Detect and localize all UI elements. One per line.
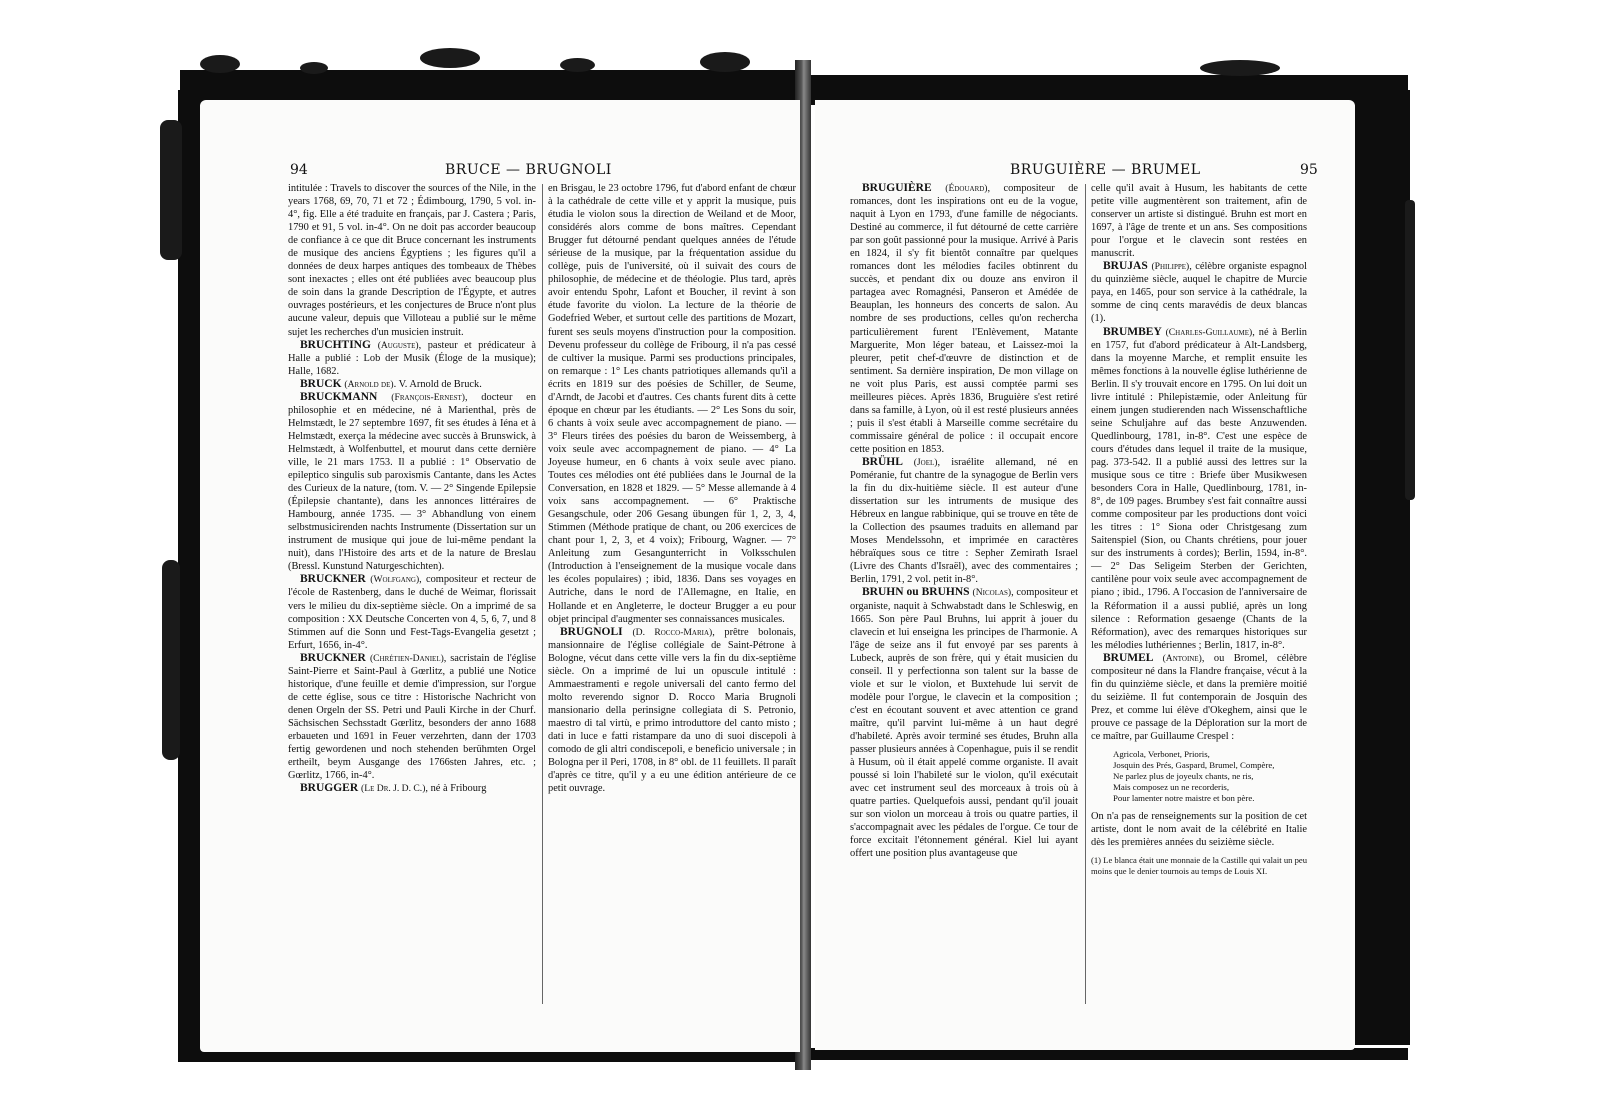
entry-headword: BRUMEL: [1103, 651, 1163, 664]
entry: [288, 652, 536, 782]
scan-noise: [1200, 60, 1280, 76]
entry-text: , israélite allemand, né en Poméranie, fut chantre de la synagogue de Berlin vers la fin du dix-huitième siècle. Il est auteur d'une dissertation sur les intruments de musique des Hébreux en langue rabbinique, qui se trouve en tête de la Collection des psaumes traduits en allemand par Moses Mendelssohn, et imprimée en caractères hébraïques sous ce titre : Sepher Zemirath Israel (Livre des Chants d'Israël), avec des commentaires ; Berlin, 1791, 2 vol. petit in-8°.: [850, 456, 1079, 586]
entry-headword: BRUCK: [300, 377, 345, 390]
entry: [1091, 260, 1307, 325]
entry-text: , compositeur et organiste, naquit à Schwabstadt dans le Schleswig, en 1665. Son père Paul Bruhns, lui apprit à jouer du clavecin et lui enseigna les principes de l'harmonie. A l'âge de seize ans il fut envoyé par ses parents à Lubeck, auprès de son frère, qui y était musicien du conseil. Il y perfectionna son talent sur la basse de viole et sur le violon, et Buxtehude lui servit de modèle pour l'orgue, le clavecin et la composition ; c'est en écoutant souvent et avec attention ce grand maître, qu'il parvint lui-même à un haut degré d'habileté. Après avoir terminé ses études, Bruhn alla passer plusieurs années à Copenhague, puis il se rendit à Husum, où il était appelé comme organiste. Il avait poussé si loin l'habileté sur le violon, qu'il exécutait avec cet instrument seul des morceaux à trois où à quatre parties. Quelquefois aussi, pendant qu'il jouait sur son violon un morceau à trois ou quatre parties, il s'accompagnait avec les pédales de l'orgue. Ce tour de force excitait l'étonnement général. Kiel lui ayant offert une position plus avantageuse que: [850, 587, 1078, 860]
right-page: [815, 100, 1355, 1050]
entry-forename: (D. Rocco-Maria): [632, 626, 713, 638]
entry-headword: BRUMBEY: [1103, 325, 1166, 338]
scan-noise: [420, 48, 480, 68]
entry-forename: (Charles-Guillaume): [1165, 326, 1253, 338]
entry-text: , né à Fribourg: [425, 783, 487, 795]
entry-headword: BRUGNOLI: [560, 625, 633, 638]
paragraph: [1091, 182, 1307, 260]
entry: [288, 339, 536, 378]
entry-headword: BRUCKMANN: [300, 390, 392, 403]
entry-forename: (Auguste): [377, 339, 419, 351]
entry-text: intitulée : Travels to discover the sources of the Nile, in the years 1768, 69, 70, 71 et 72 ; Édimbourg, 1790, 5 vol. in-4°, fig. Elle a été traduite en français, par J. Castera ; Paris, 1790 et 91, 5 vol. in-4°. On ne doit pas accorder beaucoup de confiance à ce que dit Bruce concernant les instruments de musique des anciens Égyptiens ; les figures qu'il a données de deux harpes antiques des tombeaux de Thèbes sont inexactes ; elles ont été publiées avec beaucoup plus de soin dans la grande Description de l'Égypte, et autres ouvrages postérieurs, et les conjectures de Bruce n'ont plus aucune valeur, depuis que Villoteau a publié sur le même sujet les recherches d'un musicien instruit.: [288, 183, 536, 338]
running-head: BRUGUIÈRE — BRUMEL: [1010, 162, 1201, 178]
scan-noise: [200, 55, 240, 73]
entry-headword: BRUCKNER: [300, 573, 371, 586]
text-column-1: [288, 182, 536, 795]
left-page: [200, 100, 800, 1052]
running-head: BRUCE — BRUGNOLI: [445, 162, 612, 178]
column-rule: [542, 184, 543, 1004]
entry: [288, 573, 536, 651]
entry: [1091, 326, 1307, 652]
entry-forename: (Le Dr. J. D. C.): [361, 783, 426, 795]
entry-headword: BRUCHTING: [300, 338, 378, 351]
scan-noise: [300, 62, 328, 74]
entry: [288, 782, 536, 795]
entry-forename: (François-Ernest): [391, 391, 465, 403]
entry-forename: (Philippe): [1151, 261, 1190, 273]
entry-text: . V. Arnold de Bruck.: [393, 378, 482, 390]
scan-border-right: [1352, 90, 1410, 1045]
entry-text: celle qu'il avait à Husum, les habitants de cette petite ville augmentèrent son traitement, afin de conserver un artiste si distingué. Bruhn est mort en 1697, à l'âge de trente et un ans. Ses compositions pour l'orgue et le clavecin sont restées en manuscrit.: [1091, 183, 1307, 260]
scan-noise: [162, 560, 180, 760]
entry: [850, 182, 1078, 456]
text-column-2: [548, 182, 796, 795]
entry-text: , docteur en philosophie et en médecine, né à Marienthal, près de Helmstædt, le 27 septembre 1697, fit ses études à Iéna et à Helmstædt, exerça la médecine avec succès à Brunswick, à Helmstædt, à Wolfenbuttel, et mourut dans cette dernière ville, le 21 mars 1753. Il a publié : 1° Observatio de epileptico singulis sub paroxismis Cantante, dans les Actes des Curieux de la nature, (tom. V. — 2° Singende Epilepsie (Épilepsie chantante), dans les annonces littéraires de Hambourg, année 1735. — 3° Abhandlung von einem selbstmusicirenden nachts Instrumente (Dissertation sur un instrument de musique qui joue de lui-même pendant la nuit), dans l'Histoire des arts et de la nature de Breslau (Bressl. Kunstund Naturgeschichten).: [288, 391, 536, 573]
entry-headword: BRUGGER: [300, 782, 362, 795]
entry-text: , sacristain de l'église Saint-Pierre et Saint-Paul à Gœrlitz, a publié une Notice historique, d'une feuille et demie d'impression, sur l'orgue de cette église, sous ce titre : Historische Nachricht von denen Orgeln der SS. Petri und Pauli Kirche in der Churf. Sächsischen Sechsstadt Gœrlitz, besonders der anno 1688 erbaueten und 1691 in Feuer verzehrten, dann der 1703 fertig gewordenen und noch stehenden berühmten Orgel ertheilt, beym Ausgange des 1766sten Jahres, etc. ; Gœrlitz, 1766, in-4°.: [288, 652, 537, 782]
entry-forename: (Antoine): [1162, 652, 1202, 664]
entry-forename: (Wolfgang): [370, 574, 420, 586]
entry: [548, 626, 796, 796]
text-column-2: [1091, 182, 1307, 877]
entry-text: , compositeur de romances, dont les inspirations ont eu de la vogue, naquit à Lyon en 1793, d'une famille de négociants. Destiné au commerce, il fut détourné de cette carrière par son goût passionné pour la musique. Arrivé à Paris en 1824, il s'y fit bientôt connaître par quelques romances dont les mélodies faciles obtinrent du succès, et pendant dix ou douze ans environ il partagea avec Romagnési, Panseron et Amédée de Beauplan, les honneurs des concerts de salon. Au nombre de ses productions, celles qu'on rechercha particulièrement furent l'Enlèvement, Matante Marguerite, Mon léger bateau, et Laissez-moi la pleurer, petit chef-d'œuvre de distinction et de sentiment. Sa dernière inspiration, De mon village on ne voit plus Paris, est aussi comptée parmi ses meilleures pièces. Après 1836, Bruguière s'est retiré dans sa famille, à Lyon, où il est resté plusieurs années ; puis il s'est établi à Marseille comme secrétaire du commissaire général de police : il occupait encore cette position en 1853.: [850, 183, 1078, 455]
entry-text: , pasteur et prédicateur à Halle a publié : Lob der Musik (Éloge de la musique); Halle, 1682.: [288, 339, 536, 377]
entry: [288, 391, 536, 574]
entry-headword: BRUGUIÈRE: [862, 182, 946, 194]
entry: [1091, 652, 1307, 743]
paragraph: On n'a pas de renseignements sur la position de cet artiste, dont le nom avait de la célébrité en Italie dès les premières années du seizième siècle.: [1091, 811, 1307, 849]
entry: [850, 586, 1078, 860]
entry-text: , né à Berlin en 1757, fut d'abord prédicateur à Alt-Landsberg, dans la moyenne Marche, et remplit ensuite les mêmes fonctions à la nouvelle église luthérienne de Berlin. Il s'y trouvait encore en 1795. On lui doit un livre intitulé : Philepistæmie, oder Anleitung für einem jungen studierenden nach Wissenschaftliche seine Schuljahre auf das beste Anzuwenden. Quedlinbourg, 1781, in-8°. C'est une espèce de cours d'études dans lequel il traite de la musique, pag. 373-542. Il a publié aussi des lettres sur la musique sous ce titre : Briefe über Musikwesen besonders Cora in Halle, Quedlinbourg, 1781, in-8°, de 109 pages. Brumbey s'est fait connaître aussi comme compositeur par les productions dont voici les titres : 1° Siona oder Christgesang zum Saitenspiel (Sion, ou Chants chrétiens, pour jouer sur des instruments à cordes); Berlin, 1594, in-8°. — 2° Das Seligeim Sterben der Gerichten, cantilène pour voix seule avec accompagnement de piano ; ibid., 1796. A l'occasion de l'anniversaire de la Réformation il a aussi publié, après un long silence : Reformation gesaenge (Chants de la Réformation), avec des remarques historiques sur les mélodies luthériennes ; Berlin, 1817, in-8°.: [1091, 326, 1308, 651]
page-number: 95: [1300, 162, 1318, 178]
page-number: 94: [290, 162, 308, 178]
column-rule: [1085, 184, 1086, 1004]
entry-text: , ou Bromel, célèbre compositeur né dans la Flandre française, vécut à la fin du quinzième siècle, et dans la première moitié du seizième. Il fut contemporain de Josquin des Prez, et comme lui élève d'Okeghem, ainsi que le prouve ce passage de la Déploration sur la mort de ce maître, par Guillaume Crespel :: [1091, 652, 1307, 742]
entry-forename: (Chrétien-Daniel): [369, 652, 444, 664]
scan-noise: [1405, 200, 1415, 500]
entry-headword: BRÜHL: [862, 455, 914, 468]
entry-headword: BRUJAS: [1103, 260, 1152, 273]
footnote: (1) Le blanca était une monnaie de la Castille qui valait un peu moins que le denier tournois au temps de Louis XI.: [1091, 855, 1307, 877]
entry-text: en Brisgau, le 23 octobre 1796, fut d'abord enfant de chœur à la cathédrale de cette ville et y apprit la musique, puis étudia le violon sous la direction de Weiland et de Moor, considérés alors comme de bons maîtres. Cependant Brugger fut détourné pendant quelques années de l'étude sérieuse de la musique, par la fréquentation assidue du collège, puis de l'université, où il suivait des cours de philosophie, de médecine et de théologie. Plus tard, après avoir entendu Spohr, Lafont et Boucher, il revint à son étude favorite du violon. La lecture de la théorie de Godefried Weber, et surtout celle des partitions de Mozart, furent ses seuls moyens d'instruction pour la composition. Devenu professeur du collège de Fribourg, il n'a pas cessé de cultiver la musique. Parmi ses productions principales, on remarque : 1° Les chants patriotiques allemands qu'il a écrits en 1819 sur des poésies de Schiller, de Seume, d'Arndt, de Jacobi et d'autres. Ces chants furent dits à cette époque en chœur par les étudiants. — 2° Les Sons du soir, 6 chants à voix seule avec accompagnement de piano. — 3° Fleurs tirées des poésies du baron de Weissemberg, à voix seule avec accompagnement de piano. — 4° La Joyeuse humeur, en 6 chants à voix seule avec piano. Toutes ces mélodies ont été publiées dans le Journal de la Conversation, en 1828 et 1829. — 5° Messe allemande à 4 voix sans accompagnement. — 6° Praktische Gesangschule, oder 206 Gesang übungen für 1, 2, 3, 4, Stimmen (Méthode pratique de chant, ou 206 exercices de chant pour 1, 2, 3, et 4 voix); Fribourg, Wagner. — 7° Anleitung zum Gesangunterricht in Volksschulen (Introduction à l'enseignement de la musique vocale dans les écoles populaires) ; ibid, 1836. Dans ses voyages en Autriche, dans le nord de l'Allemagne, en Italie, en Hollande et en Angleterre, le docteur Brugger a eu pour objet principal d'augmenter ses connaissances musicales.: [548, 183, 796, 625]
text-column-1: [850, 182, 1078, 860]
entry-text: , célèbre organiste espagnol du quinzième siècle, auquel le chapitre de Murcie paya, en 1465, pour son service à la cathédrale, la somme de cinq cents maravédis de deux blancas (1).: [1091, 261, 1308, 325]
entry-text: , compositeur et recteur de l'école de Rastenberg, dans le duché de Weimar, florissait vers le milieu du dix-septième siècle. On a imprimé de sa composition : XX Deutsche Concerten von 4, 5, 6, 7, und 8 Stimmen auf die Sonn und Fest-Tags-Evangelia gesetzt ; Erfurt, 1656, in-4°.: [288, 574, 537, 651]
paragraph: [288, 182, 536, 339]
entry-headword: BRUCKNER: [300, 651, 370, 664]
entry: [850, 456, 1078, 586]
entry-forename: (Joel): [913, 456, 938, 468]
entry-text: , prêtre bolonais, mansionnaire de l'église collégiale de Saint-Pétrone à Bologne, vécut dans cette ville vers la fin du dix-septième siècle. On a imprimé de lui un opuscule intitulé : Ammaestramenti e regole universali del canto fermo del molto reverendo signor D. Rocco Maria Brugnoli mansionario della perinsigne collegiata di S. Petronio, maestro di tal virtù, e primo introduttore del canto misto ; dati in luce e fatti ristampare da uno di suoi discepoli à comodo de gli altri condiscepoli, e beneficio universale ; in Bologna per il Peri, 1708, in 8° obl. de 11 feuillets. Il paraît d'après ce titre, qu'il y a eu une édition antérieure de ce petit ouvrage.: [548, 626, 796, 795]
scan-noise: [560, 58, 595, 72]
entry-forename: (Édouard): [945, 183, 988, 194]
entry: [288, 378, 536, 391]
scan-noise: [700, 52, 750, 72]
poem-quote: Agricola, Verbonet, Prioris, Josquin des Prés, Gaspard, Brumel, Compère, Ne parlez plus de joyeulx chants, ne ris, Mais composez un ne recorderis, Pour lamenter notre maistre et bon père.: [1113, 749, 1275, 804]
entry-forename: (Arnold de): [344, 378, 394, 390]
scan-noise: [160, 120, 182, 260]
entry-forename: (Nicolas): [972, 587, 1012, 599]
entry-headword: BRUHN ou BRUHNS: [862, 586, 973, 599]
paragraph: [548, 182, 796, 626]
